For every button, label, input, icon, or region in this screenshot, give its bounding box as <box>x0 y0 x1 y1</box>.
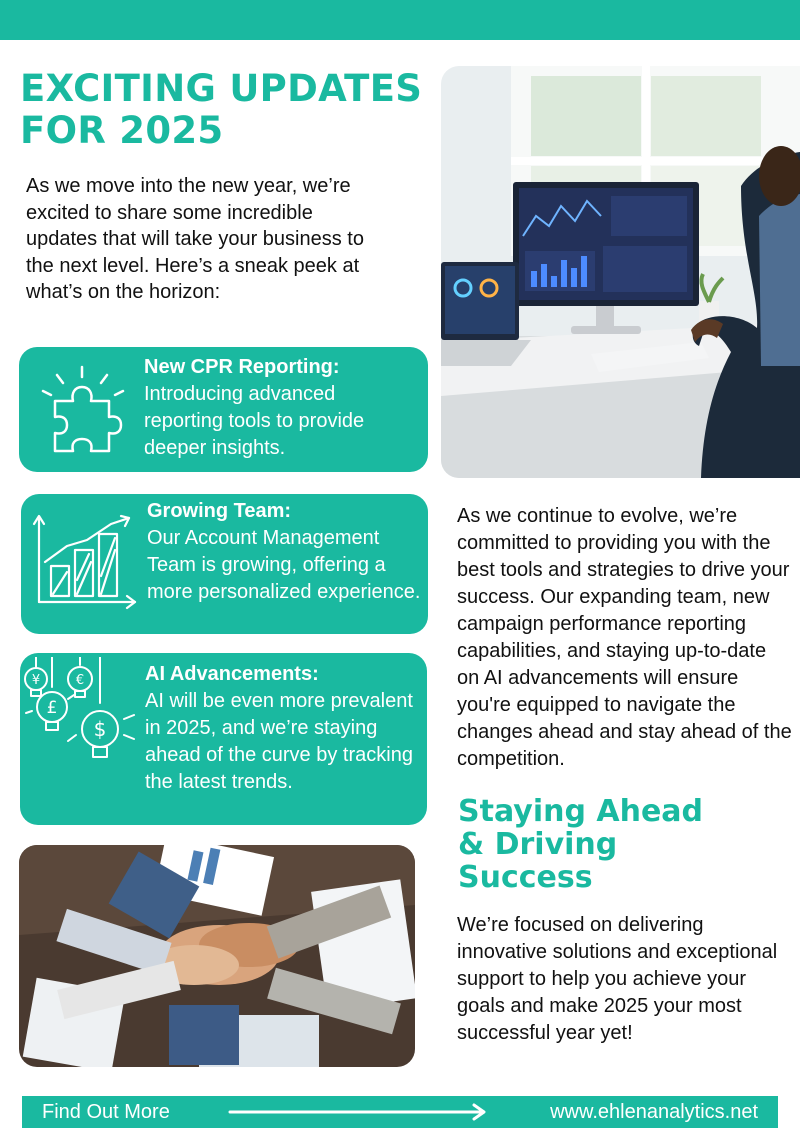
subheading-line-3: Success <box>458 860 593 895</box>
right-arrow-icon <box>228 1102 490 1122</box>
intro-paragraph: As we move into the new year, we’re excited to share some incredible updates that will take your business to the next level. Here’s a sneak peek at what’s on the horizon: <box>26 175 364 303</box>
feature-card-growing-team <box>21 494 428 634</box>
title-line-1: EXCITING UPDATES <box>20 67 423 110</box>
card-body: Introducing advanced reporting tools to provide deeper insights. <box>144 383 365 459</box>
page-title <box>20 68 422 152</box>
section-subheading <box>458 795 703 894</box>
svg-text:$: $ <box>93 717 107 741</box>
puzzle-piece-icon <box>33 359 143 459</box>
top-accent-bar <box>0 0 800 40</box>
office-analytics-photo <box>441 66 800 478</box>
svg-text:¥: ¥ <box>31 673 41 688</box>
growth-chart-icon <box>29 510 147 616</box>
subheading-line-2: & Driving <box>458 827 618 862</box>
feature-card-ai-advancements <box>20 653 427 825</box>
feature-card-cpr-reporting <box>19 347 428 472</box>
light-bulbs-currency-icon <box>24 657 142 777</box>
card-heading: Growing Team: <box>147 500 292 522</box>
title-line-2: FOR 2025 <box>20 109 224 152</box>
card-body: Our Account Management Team is growing, offering a more personalized experience. <box>147 527 421 603</box>
svg-text:€: € <box>75 673 85 688</box>
team-hands-photo <box>19 845 415 1067</box>
card-heading: AI Advancements: <box>145 663 319 685</box>
website-link[interactable]: www.ehlenanalytics.net <box>550 1101 758 1123</box>
subheading-line-1: Staying Ahead <box>458 794 704 829</box>
svg-text:£: £ <box>46 698 58 718</box>
footer-bar <box>22 1096 778 1128</box>
card-body: AI will be even more prevalent in 2025, and we’re staying ahead of the curve by tracking the latest trends. <box>145 690 413 793</box>
card-heading: New CPR Reporting: <box>144 356 340 378</box>
closing-paragraph: We’re focused on delivering innovative solutions and exceptional support to help you achieve your goals and make 2025 your most successful year yet! <box>457 914 778 1044</box>
right-paragraph: As we continue to evolve, we’re committed to providing you with the best tools and strategies to drive your success. Our expanding team, new campaign performance reporting capabilities, and staying up-to-date on AI advancements will ensure you're equipped to navigate the changes ahead and stay ahead of the competition. <box>457 505 792 770</box>
find-out-more-link[interactable]: Find Out More <box>42 1101 170 1123</box>
